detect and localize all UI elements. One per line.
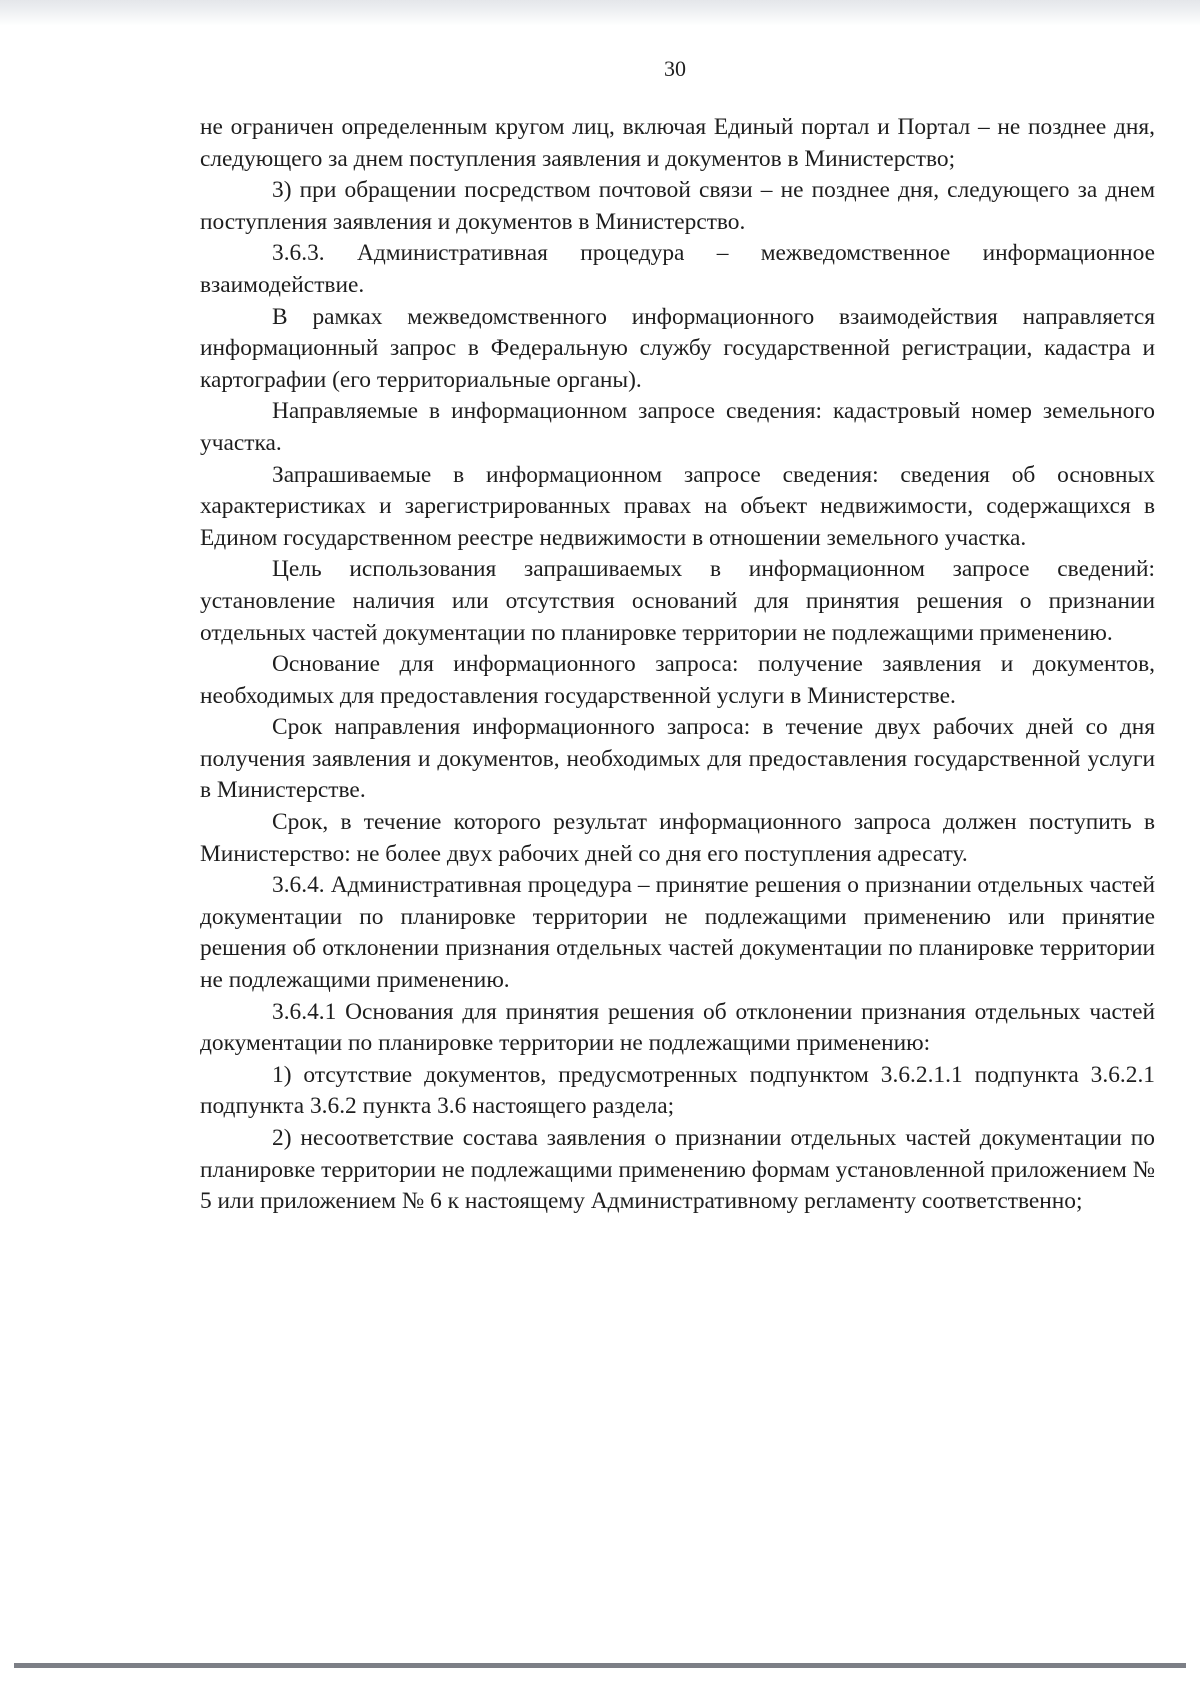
paragraph-response-deadline: Срок, в течение которого результат информационного запроса должен поступить в Министерство: не более двух рабочих дней со дня его поступления адресату.: [200, 809, 1155, 867]
paragraph-section-3-6-4-1: 3.6.4.1 Основания для принятия решения об отклонении признания отдельных частей документации по планировке территории не подлежащими применению:: [200, 998, 1155, 1057]
paragraph-interagency-request: В рамках межведомственного информационного взаимодействия направляется информационный запрос в Федеральную службу государственной регистрации, кадастра и картографии (его территориальные органы).: [200, 303, 1155, 393]
paragraph-continuation: не ограничен определенным кругом лиц, включая Единый портал и Портал – не позднее дня, следующего за днем поступления заявления и документов в Министерство;: [200, 114, 1155, 172]
paragraph-requested-data: Запрашиваемые в информационном запросе сведения: сведения об основных характеристиках и зарегистрированных правах на объект недвижимости, содержащихся в Едином государственном реестре недвижимости в отношении земельного участка.: [200, 461, 1155, 551]
list-item-2: 2) несоответствие состава заявления о признании отдельных частей документации по планировке территории не подлежащими применению формам установленной приложением № 5 или приложением № 6 к настоящему Административному регламенту соответственно;: [200, 1125, 1155, 1215]
paragraph-sent-data: Направляемые в информационном запросе сведения: кадастровый номер земельного участка.: [200, 398, 1155, 456]
list-item-1: 1) отсутствие документов, предусмотренных подпунктом 3.6.2.1.1 подпункта 3.6.2.1 подпункта 3.6.2 пункта 3.6 настоящего раздела;: [200, 1061, 1155, 1120]
page-number: 30: [664, 56, 686, 81]
scan-bottom-edge: [14, 1663, 1186, 1668]
paragraph-basis: Основание для информационного запроса: получение заявления и документов, необходимых для предоставления государственной услуги в Министерстве.: [200, 651, 1155, 709]
document-body: [200, 112, 1155, 1218]
paragraph-purpose: Цель использования запрашиваемых в информационном запросе сведений: установление наличия или отсутствия оснований для принятия решения о признании отдельных частей документации по планировке территории не подлежащими применению.: [200, 556, 1155, 646]
paragraph-postal-deadline: 3) при обращении посредством почтовой связи – не позднее дня, следующего за днем поступления заявления и документов в Министерство.: [200, 177, 1155, 235]
paragraph-section-3-6-3: 3.6.3. Административная процедура – межведомственное информационное взаимодействие.: [200, 240, 1155, 298]
scan-top-edge: [0, 0, 1200, 26]
paragraph-section-3-6-4: 3.6.4. Административная процедура – принятие решения о признании отдельных частей документации по планировке территории не подлежащими применению или принятие решения об отклонении признания отдельных частей документации по планировке территории не подлежащими применению.: [200, 872, 1155, 994]
paragraph-request-deadline: Срок направления информационного запроса: в течение двух рабочих дней со дня получения заявления и документов, необходимых для предоставления государственной услуги в Министерстве.: [200, 714, 1155, 804]
